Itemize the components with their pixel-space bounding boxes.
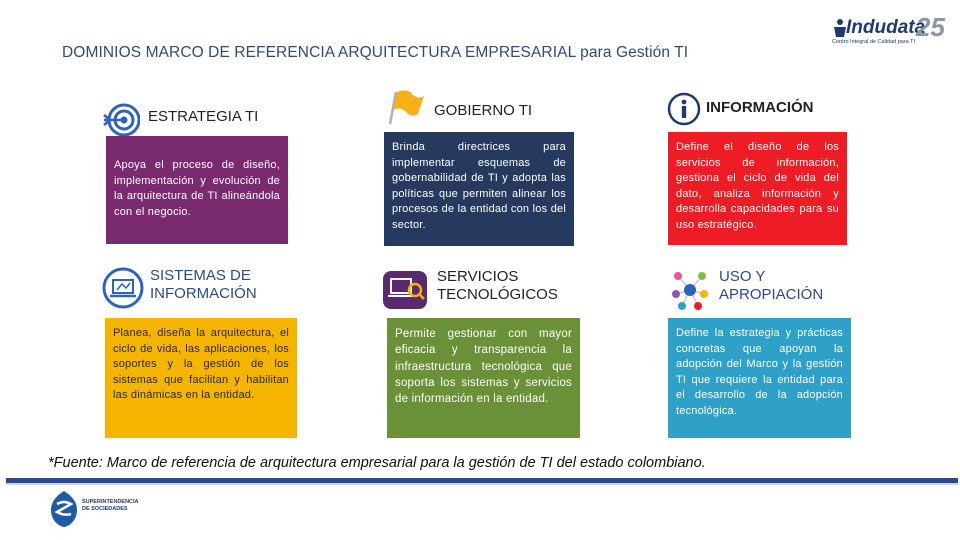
heading-uso-line1: USO Y: [719, 268, 766, 285]
target-icon: [100, 100, 140, 140]
card-gobierno: Brinda directrices para implementar esquemas de gobernabilidad de TI y adopta las políticas que permiten alinear los procesos de la entidad con los del sector.: [384, 132, 574, 246]
heading-servicios: [437, 268, 558, 304]
footnote: *Fuente: Marco de referencia de arquitectura empresarial para la gestión de TI del estado colombiano.: [48, 455, 706, 471]
heading-sistemas: [150, 267, 257, 303]
card-estrategia: Apoya el proceso de diseño, implementación y evolución de la arquitectura de TI alineándola con el negocio.: [106, 136, 288, 244]
heading-sistemas-line1: SISTEMAS DE: [150, 267, 251, 284]
heading-servicios-line1: SERVICIOS: [437, 268, 519, 285]
supersociedades-line2: DE SOCIEDADES: [82, 506, 128, 513]
heading-estrategia: ESTRATEGIA TI: [148, 108, 259, 125]
heading-sistemas-line2: INFORMACIÓN: [150, 285, 257, 302]
heading-gobierno: GOBIERNO TI: [434, 102, 533, 119]
supersociedades-line1: SUPERINTENDENCIA: [82, 499, 139, 505]
footer-divider-light: [6, 483, 958, 485]
heading-uso-line2: APROPIACIÓN: [719, 286, 824, 303]
logo-number: 25: [916, 12, 945, 42]
supersociedades-emblem-icon: [50, 490, 78, 528]
card-informacion: Define el diseño de los servicios de información, gestiona el ciclo de vida del dato, analiza información y desarrolla capacidades para su uso estratégico.: [668, 132, 847, 245]
heading-servicios-line2: TECNOLÓGICOS: [437, 286, 558, 303]
people-network-icon: [668, 268, 712, 312]
card-uso: Define la estrategia y prácticas concretas que apoyan la adopción del Marco y la gestión TI que requiere la entidad para el desarrollo de la adopción tecnológica.: [668, 318, 851, 438]
logo-tagline: Centro Integral de Calidad para TI: [832, 39, 916, 45]
logo-name: Indudata: [846, 17, 926, 38]
supersociedades-text: [82, 499, 139, 514]
page-title: DOMINIOS MARCO DE REFERENCIA ARQUITECTURA EMPRESARIAL para Gestión TI: [62, 44, 689, 61]
indudata-logo: [830, 14, 954, 50]
supersociedades-logo: [50, 490, 160, 530]
heading-informacion: INFORMACIÓN: [706, 99, 814, 116]
card-sistemas: Planea, diseña la arquitectura, el ciclo de vida, las aplicaciones, los soportes y la gestión de los sistemas que facilitan y habilitan las dinámicas en la entidad.: [105, 318, 297, 438]
heading-uso: [719, 268, 823, 304]
services-icon: [382, 270, 428, 310]
card-servicios: Permite gestionar con mayor eficacia y transparencia la infraestructura tecnológica que soporta los sistemas y servicios de información en la entidad.: [387, 318, 580, 438]
info-icon: [667, 92, 701, 126]
flag-icon: [388, 86, 426, 126]
laptop-icon: [101, 266, 145, 310]
